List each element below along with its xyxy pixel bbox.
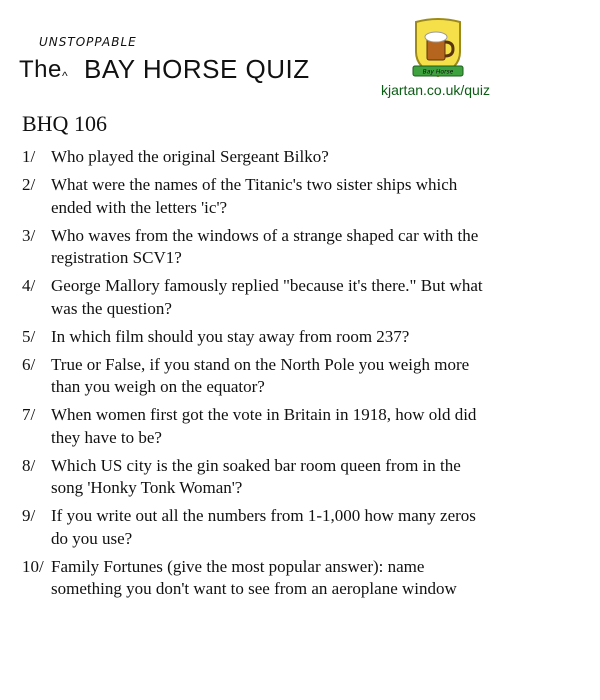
question-text: What were the names of the Titanic's two sister ships which ended with the letters 'ic'?: [51, 175, 458, 217]
logo-banner-text: Bay Horse: [422, 68, 454, 76]
header-insert-word: UNSTOPPABLE: [39, 35, 137, 49]
question-number: 10/: [22, 556, 44, 576]
question-number: 5/: [22, 326, 36, 346]
question-text: True or False, if you stand on the North Pole you weigh more than you weigh on the equator?: [51, 354, 470, 396]
question-item: [22, 225, 542, 270]
question-number: 1/: [22, 147, 36, 166]
bay-horse-logo: [410, 16, 466, 82]
question-text: Who played the original Sergeant Bilko?: [51, 147, 329, 166]
question-item: [22, 404, 542, 449]
question-item: [22, 556, 542, 601]
question-item: [22, 326, 542, 349]
header-caret: ^: [62, 69, 68, 83]
question-list: [22, 146, 542, 606]
question-number: 3/: [22, 225, 36, 245]
question-number: 4/: [22, 276, 36, 295]
quiz-id: BHQ 106: [22, 111, 107, 136]
question-number: 9/: [22, 506, 36, 525]
question-number: 2/: [22, 175, 36, 194]
quiz-title: BAY HORSE QUIZ: [84, 54, 310, 84]
header-prefix: The: [19, 56, 62, 83]
question-text: When women first got the vote in Britain in 1918, how old did they have to be?: [51, 405, 477, 447]
question-item: [22, 505, 542, 550]
question-text: Which US city is the gin soaked bar room queen from in the song 'Honky Tonk Woman'?: [51, 455, 461, 497]
question-text: Family Fortunes (give the most popular answer): name something you don't want to see from an aeroplane window: [51, 556, 457, 598]
question-text: If you write out all the numbers from 1-1,000 how many zeros do you use?: [51, 506, 476, 548]
question-item: [22, 146, 542, 169]
question-number: 7/: [22, 405, 36, 424]
question-number: 8/: [22, 455, 36, 475]
question-number: 6/: [22, 354, 36, 374]
site-url-link[interactable]: kjartan.co.uk/quiz: [381, 82, 490, 98]
question-text: In which film should you stay away from room 237?: [51, 326, 410, 346]
beer-mug-shield-icon: [410, 16, 466, 82]
question-text: George Mallory famously replied "because it's there." But what was the question?: [51, 276, 483, 318]
question-text: Who waves from the windows of a strange shaped car with the registration SCV1?: [51, 225, 479, 267]
question-item: [22, 275, 542, 320]
question-item: [22, 354, 542, 399]
question-item: [22, 174, 542, 219]
question-item: [22, 455, 542, 500]
